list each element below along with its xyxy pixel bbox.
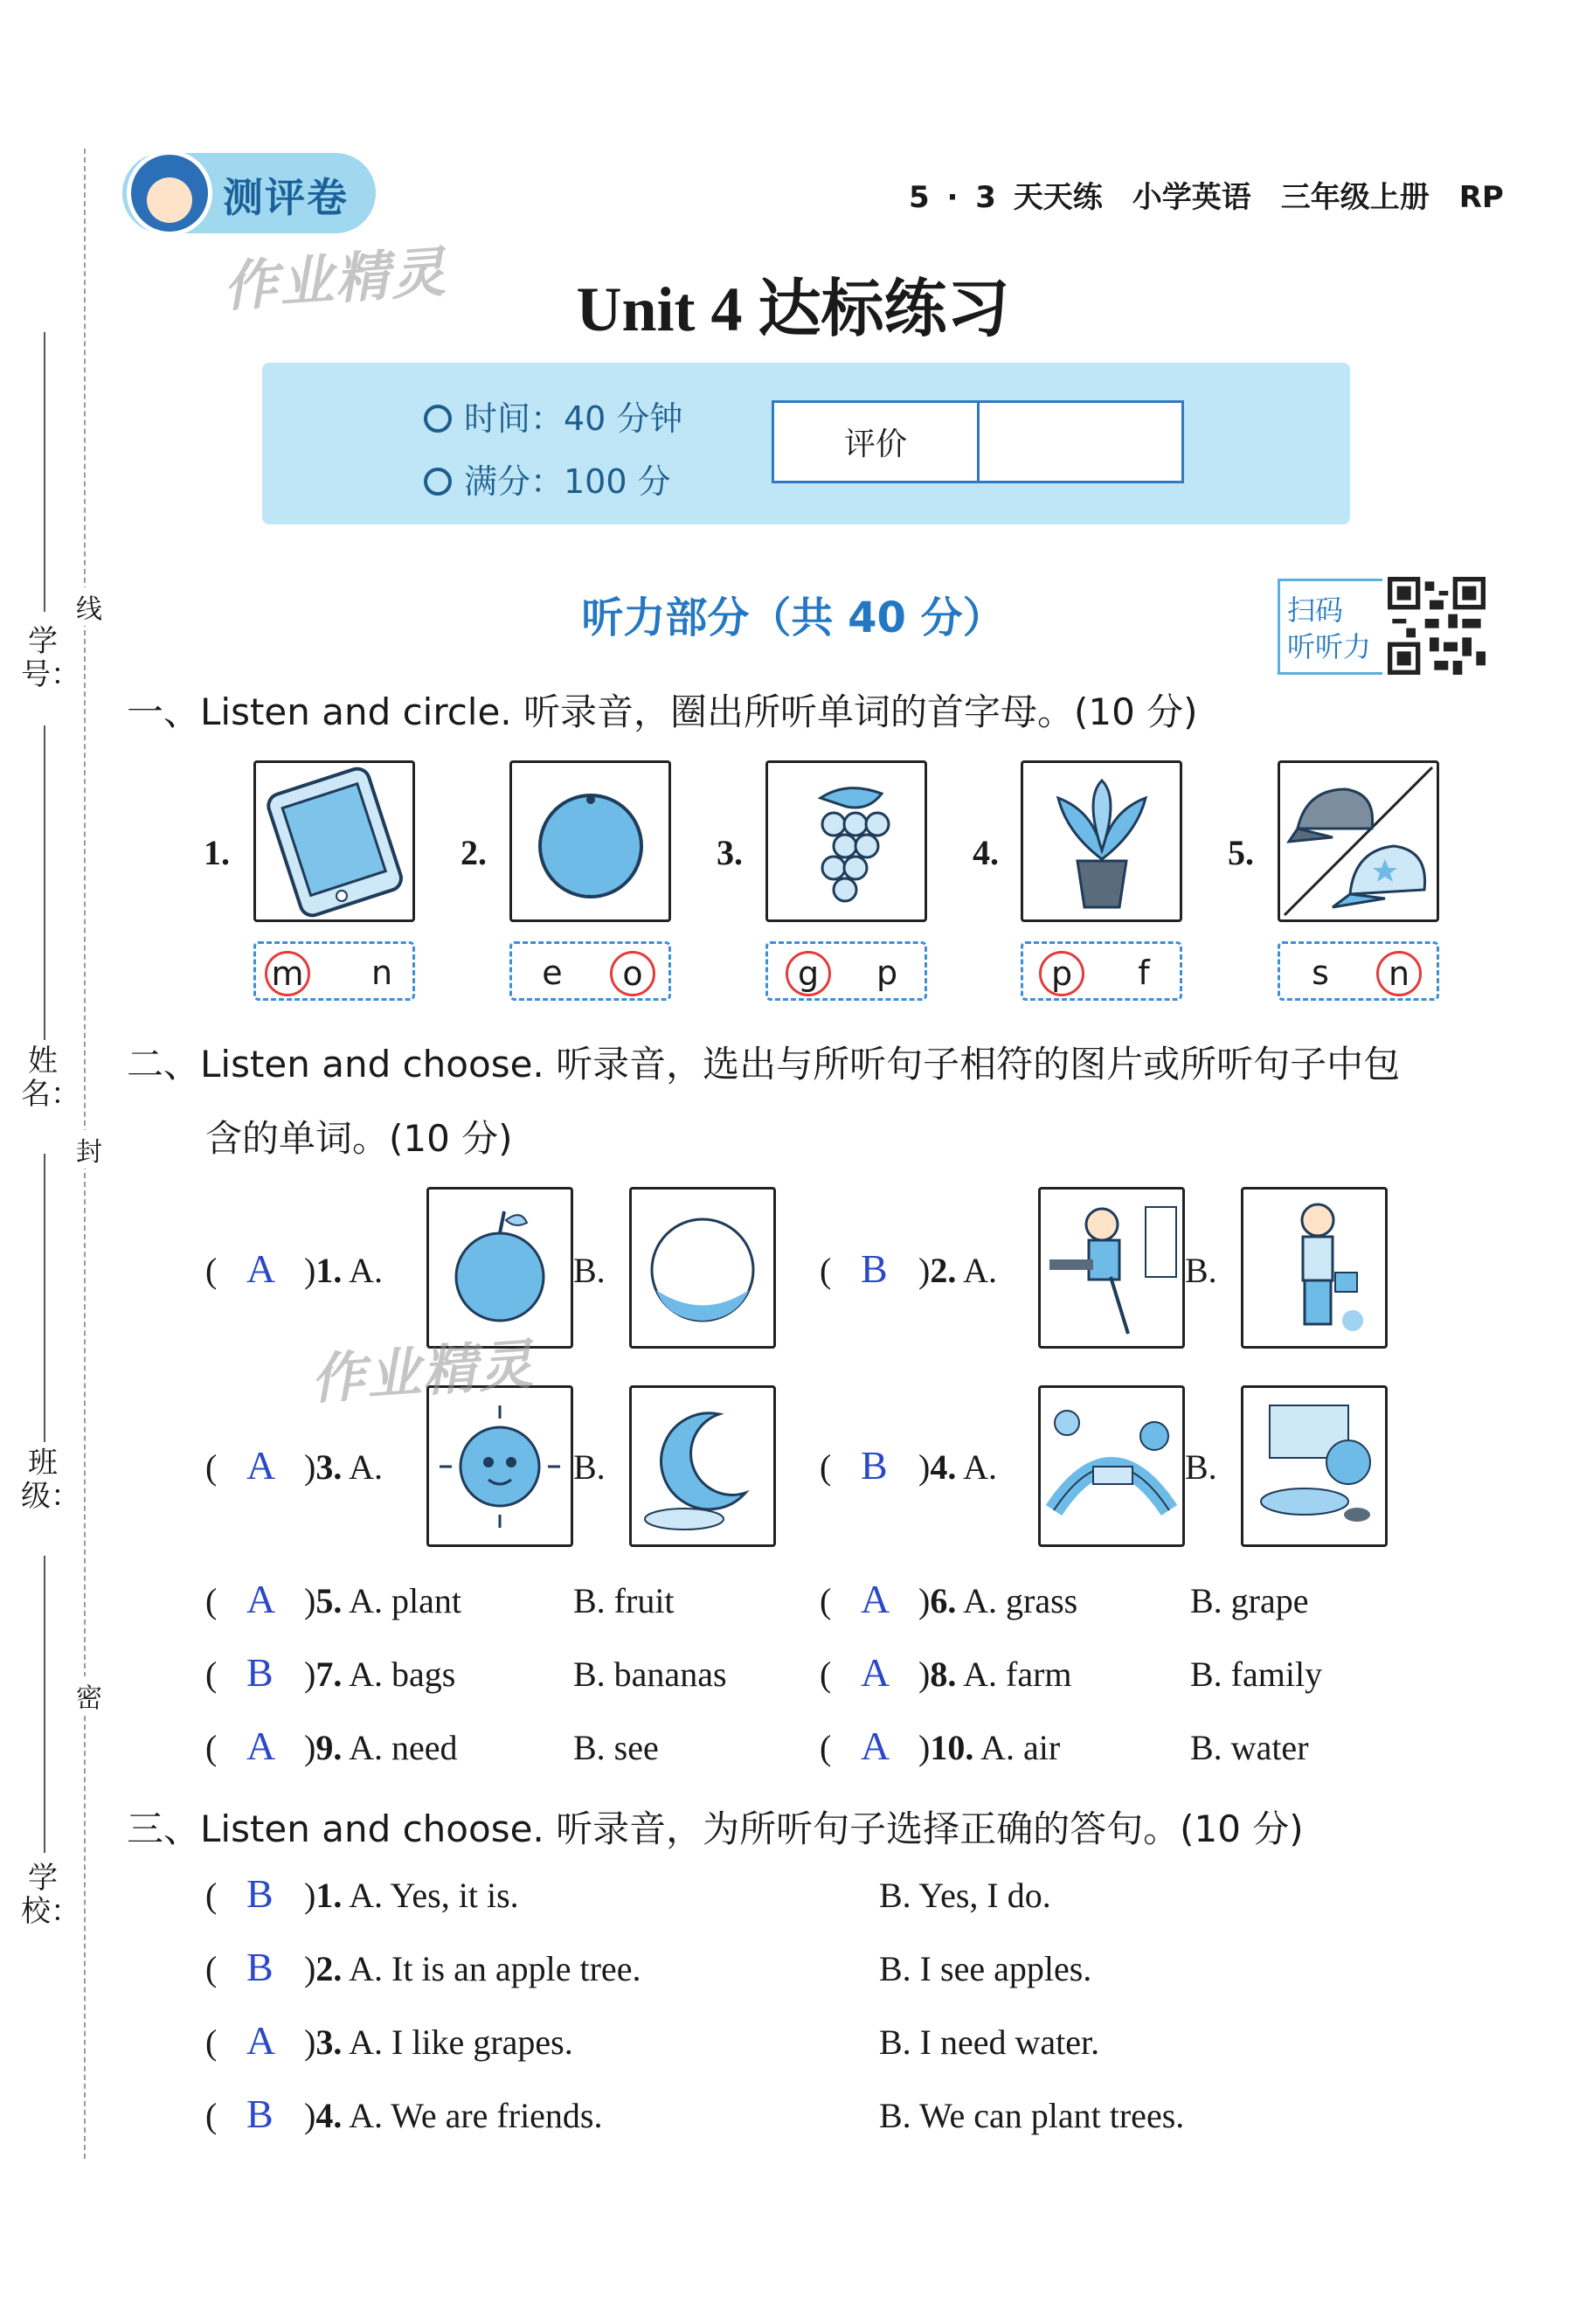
answer-mark[interactable]: A: [861, 1724, 890, 1768]
letter-option[interactable]: g: [786, 951, 831, 996]
clock-icon: [424, 405, 452, 433]
option-a[interactable]: A. need: [349, 1728, 458, 1767]
page-title: Unit 4 达标练习: [576, 274, 1010, 344]
answer-mark[interactable]: A: [246, 1724, 276, 1768]
park-icon[interactable]: [1241, 1385, 1388, 1547]
letter-option[interactable]: e: [542, 954, 563, 992]
class-label: 班级：: [21, 1446, 80, 1514]
item-number: 1.: [204, 833, 230, 872]
item-number: 4.: [973, 833, 999, 872]
part1-title: 一、Listen and circle. 听录音，圈出所听单词的首字母。(10 分): [127, 690, 1198, 733]
question-number: )6. A. grass: [918, 1581, 1078, 1620]
binding-char-seal: 封: [72, 1130, 107, 1169]
letter-choices: [509, 941, 671, 1001]
option-a[interactable]: A. bags: [349, 1655, 456, 1694]
item-number: 3.: [717, 833, 743, 872]
letter-option[interactable]: p: [876, 954, 898, 992]
letter-choices: [1021, 941, 1182, 1001]
letter-option[interactable]: n: [371, 954, 393, 992]
answer-mark[interactable]: A: [861, 1577, 890, 1621]
answer-mark[interactable]: A: [246, 1577, 276, 1621]
name-line: [44, 1154, 45, 1442]
option-b[interactable]: B. see: [573, 1728, 659, 1767]
answer-paren-open: (: [205, 1447, 218, 1487]
publisher-info: 5 · 3 天天练 小学英语 三年级上册 RP: [909, 180, 1504, 215]
question-number: )5. A. plant: [304, 1581, 461, 1620]
letter-choices: [765, 941, 927, 1001]
answer-mark[interactable]: B: [861, 1246, 888, 1291]
watermark: 作业精灵: [308, 1332, 537, 1412]
option-a[interactable]: A. I like grapes.: [349, 2022, 573, 2062]
part3-title: 三、Listen and choose. 听录音，为所听句子选择正确的答句。(10 分): [127, 1807, 1304, 1850]
check-icon: [424, 468, 452, 496]
hats-icon: [1278, 760, 1439, 922]
student-number-line: [44, 332, 45, 612]
binding-char-line: 线: [72, 587, 107, 626]
zoo-icon[interactable]: [1038, 1385, 1185, 1547]
grapes-icon: [765, 760, 927, 922]
school-label: 学校：: [21, 1861, 80, 1929]
orange-icon: [509, 760, 671, 922]
option-b[interactable]: B. Yes, I do.: [879, 1876, 1051, 1915]
question-number: )7. A. bags: [304, 1655, 456, 1694]
sun-icon[interactable]: [426, 1385, 573, 1547]
option-a[interactable]: A. We are friends.: [349, 2096, 603, 2135]
answer-mark[interactable]: B: [246, 1945, 274, 1989]
option-a[interactable]: A. farm: [963, 1655, 1072, 1694]
score-text: 满分：100 分: [464, 462, 671, 501]
watermark: 作业精灵: [221, 239, 449, 319]
listening-section-title: 听力部分（共 40 分）: [581, 593, 1005, 642]
question-number: )4. A.: [918, 1447, 998, 1487]
student-number-line-2: [44, 725, 45, 1040]
answer-mark[interactable]: A: [861, 1650, 890, 1695]
question-number: )2. A. It is an apple tree.: [304, 1949, 641, 1988]
answer-mark[interactable]: A: [246, 1246, 276, 1291]
option-b[interactable]: B. bananas: [573, 1655, 727, 1694]
answer-mark[interactable]: A: [246, 1443, 276, 1488]
question-number: )9. A. need: [304, 1728, 458, 1767]
answer-paren-open: (: [820, 1447, 832, 1487]
option-b[interactable]: B. I see apples.: [879, 1949, 1092, 1988]
option-a[interactable]: A. Yes, it is.: [349, 1876, 519, 1915]
answer-mark[interactable]: B: [861, 1443, 888, 1488]
moon-icon[interactable]: [629, 1385, 776, 1547]
answer-paren-open: (: [820, 1251, 832, 1290]
option-b-label: B.: [573, 1447, 606, 1487]
letter-choices: [1278, 941, 1439, 1001]
letter-option[interactable]: m: [265, 951, 310, 996]
option-a[interactable]: A. It is an apple tree.: [349, 1949, 641, 1988]
qr-label-line2: 听听力: [1287, 630, 1372, 663]
time-text: 时间：40 分钟: [464, 399, 683, 438]
qr-label: [1278, 579, 1382, 675]
question-number: )8. A. farm: [918, 1655, 1072, 1694]
option-b-label: B.: [573, 1251, 606, 1290]
part2-title-line1: 二、Listen and choose. 听录音，选出与所听句子相符的图片或所听句子中包: [127, 1043, 1401, 1086]
option-b[interactable]: B. I need water.: [879, 2022, 1100, 2062]
option-b[interactable]: B. fruit: [573, 1581, 675, 1620]
letter-option[interactable]: p: [1039, 951, 1084, 996]
option-a[interactable]: A. grass: [963, 1581, 1078, 1620]
badge-text: 测评卷: [223, 174, 349, 221]
letter-option[interactable]: s: [1312, 954, 1329, 992]
letter-choices: [253, 941, 415, 1001]
answer-paren-open: (: [205, 1251, 218, 1290]
question-number: )1. A. Yes, it is.: [304, 1876, 519, 1915]
option-b[interactable]: B. water: [1190, 1728, 1309, 1767]
question-number: )10. A. air: [918, 1728, 1061, 1767]
binding-char-secret: 密: [72, 1676, 107, 1715]
student-number-label: 学号：: [21, 624, 80, 692]
question-number: )2. A.: [918, 1251, 998, 1290]
boy-avatar-icon: [127, 150, 212, 236]
class-line: [44, 1556, 45, 1853]
question-number: )4. A. We are friends.: [304, 2096, 603, 2135]
boy-cleaning-icon[interactable]: [1038, 1187, 1185, 1349]
option-b-label: B.: [1185, 1447, 1217, 1487]
plant-icon: [1021, 760, 1182, 922]
part2-title-line2: 含的单词。(10 分): [205, 1117, 513, 1160]
option-a[interactable]: A. plant: [349, 1581, 461, 1620]
qr-label-line1: 扫码: [1287, 593, 1344, 627]
item-number: 5.: [1228, 833, 1254, 872]
item-number: 2.: [461, 833, 487, 872]
score-info: [424, 454, 671, 503]
option-b-label: B.: [1185, 1251, 1217, 1290]
boy-watering-icon[interactable]: [1241, 1187, 1388, 1349]
qr-code-icon[interactable]: [1388, 577, 1486, 675]
option-b[interactable]: B. grape: [1190, 1581, 1309, 1620]
evaluation-label: 评价: [774, 403, 980, 481]
answer-mark[interactable]: B: [246, 1650, 274, 1695]
question-number: )3. A.: [304, 1447, 384, 1487]
phone-icon: [253, 760, 415, 922]
evaluation-box: [772, 400, 1184, 483]
answer-mark[interactable]: B: [246, 2092, 274, 2136]
name-label: 姓名：: [21, 1044, 80, 1112]
answer-mark[interactable]: A: [246, 2018, 276, 2063]
time-info: [424, 392, 682, 440]
question-number: )3. A. I like grapes.: [304, 2022, 573, 2062]
orange-icon[interactable]: [629, 1187, 776, 1349]
letter-option[interactable]: n: [1376, 951, 1422, 996]
question-number: )1. A.: [304, 1251, 384, 1290]
letter-option[interactable]: f: [1138, 954, 1150, 992]
answer-mark[interactable]: B: [246, 1871, 274, 1916]
option-b[interactable]: B. We can plant trees.: [879, 2096, 1185, 2135]
option-a[interactable]: A. air: [980, 1728, 1061, 1767]
option-b[interactable]: B. family: [1190, 1655, 1323, 1694]
letter-option[interactable]: o: [610, 951, 655, 996]
